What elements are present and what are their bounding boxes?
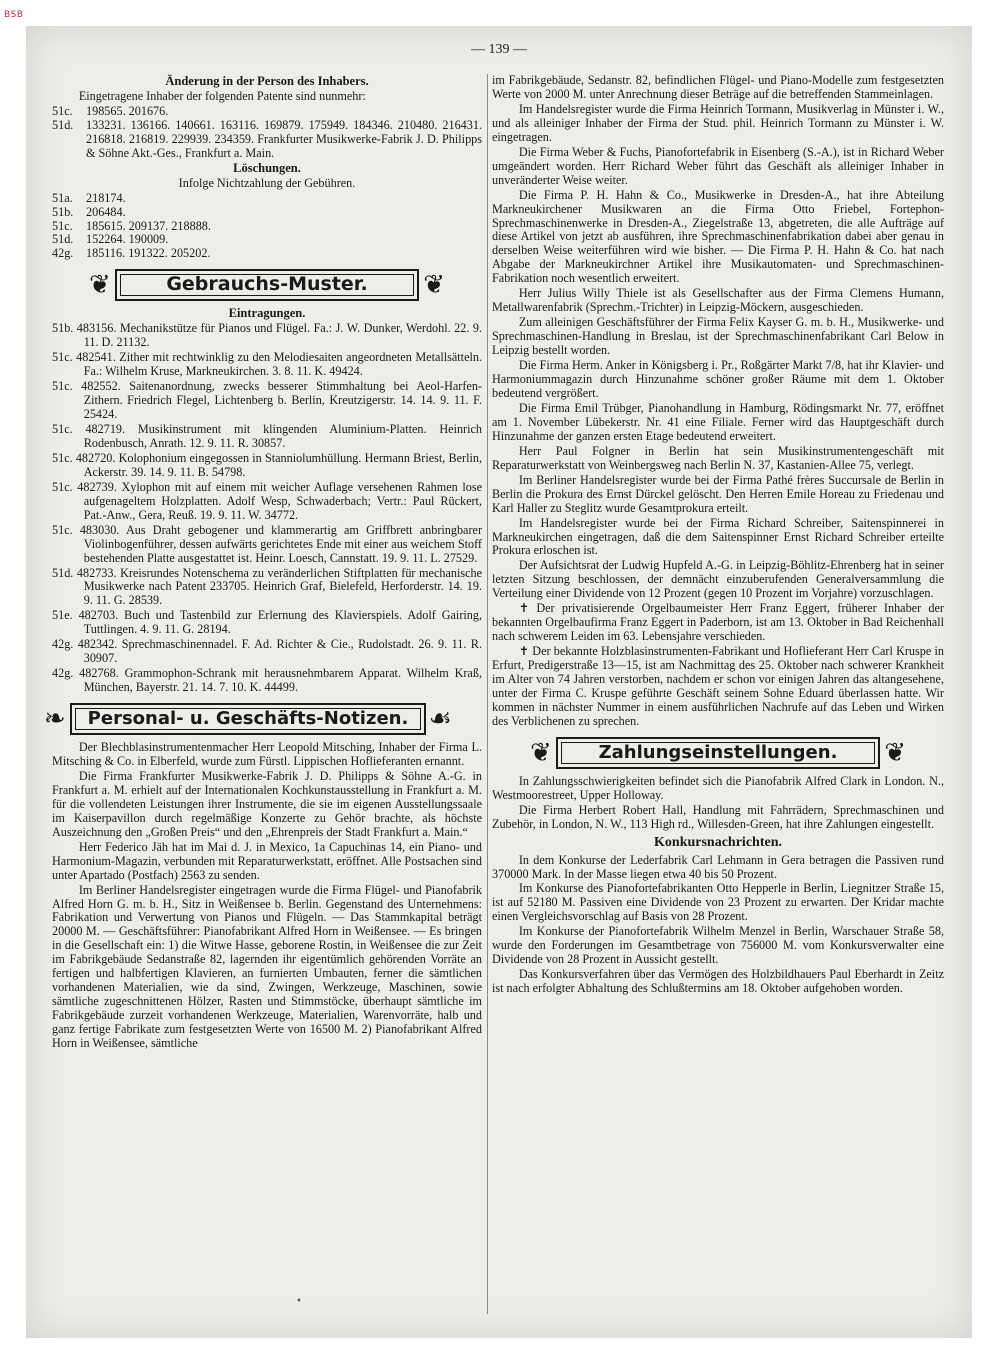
- note-paragraph: Die Firma Herm. Anker in Königsberg i. Pr., Roßgärter Markt 7/8, hat ihr Klavier- und Harmoniummagazin durch Hinzunahme schöner großer Räume mit dem 1. Oktober bedeutend vergrößert.: [492, 358, 944, 400]
- entry-item: 51b. 483156. Mechanikstütze für Pianos und Flügel. Fa.: J. W. Dunker, Werdohl. 22. 9. 11. D. 21132.: [52, 321, 482, 350]
- deletion-row: [52, 220, 482, 234]
- note-paragraph: Im Handelsregister wurde die Firma Heinrich Tormann, Musikverlag in Münster i. W., und als alleiniger Inhaber der Firma der Stud. phil. Heinrich Tormann zu Münster i. W. eingetragen.: [492, 101, 944, 144]
- payment-paragraph: Die Firma Herbert Robert Hall, Handlung mit Fahrrädern, Sprechmaschinen und Zubehör, in London, N. W., 113 High rd., Willesden-Green, hat ihre Zahlungen eingestellt.: [492, 802, 944, 831]
- banner-personal-notizen: [44, 703, 452, 735]
- deletion-numbers: 152264. 190009.: [86, 232, 169, 247]
- entry-item: 51e. 482703. Buch und Tastenbild zur Erlernung des Klavierspiels. Adolf Gairing, Tuttlingen. 4. 9. 11. G. 28194.: [52, 608, 482, 637]
- right-column: [492, 74, 944, 997]
- deletion-row: [52, 233, 482, 247]
- scroll-ornament-icon: ☙: [428, 704, 452, 735]
- obituary-paragraph: ✝ Der privatisierende Orgelbaumeister Herr Franz Eggert, früherer Inhaber der bekannten Orgelbaufirma Franz Eggert in Paderborn, ist am 13. Oktober in Bad Reichenhall nach schwerem Leiden im 63. Lebensjahre verschieden.: [492, 601, 944, 644]
- deletion-class: 51a.: [52, 190, 73, 205]
- deletion-class: 51c.: [52, 218, 73, 233]
- note-paragraph: Herr Paul Folgner in Berlin hat sein Musikinstrumentengeschäft mit Reparaturwerkstatt von Weinbergsweg nach Berlin N. 37, Kastanien-Allee 75, verlegt.: [492, 443, 944, 472]
- entry-item: 51c. 482541. Zither mit rechtwinklig zu den Melodiesaiten angeordneten Metallsätteln. Fa.: Wilhelm Kruse, Markneukirchen. 3. 8. 11. K. 49424.: [52, 350, 482, 379]
- banner-title: Zahlungseinstellungen.: [598, 741, 838, 763]
- konkurs-paragraph: Im Konkurse der Pianofortefabrik Wilhelm Menzel in Berlin, Warschauer Straße 58, wurde den Forderungen im Gesamtbetrage von 756000 M. vom Konkursverwalter eine Dividende von 28 Prozent in Aussicht gestellt.: [492, 924, 944, 967]
- banner-gebrauchsmuster: [89, 269, 445, 301]
- deletion-numbers: 206484.: [86, 204, 126, 219]
- deletion-class: 51b.: [52, 204, 74, 219]
- note-continuation: im Fabrikgebäude, Sedanstr. 82, befindlichen Flügel- und Piano-Modelle zum festgesetzten Werte von 2000 M. unter Anrechnung dieser Beträge auf die betreffenden Stammeinlagen.: [492, 73, 944, 101]
- patent-class: 51c.: [52, 103, 73, 118]
- entry-item: 51d. 482733. Kreisrundes Notenschema zu veränderlichen Stiftplatten für mechanische Musikwerke nach Patent 233705. Heinrich Graf, Bielefeld, Herforderstr. 14. 19. 9. 11. G. 28539.: [52, 565, 482, 608]
- note-paragraph: Die Firma P. H. Hahn & Co., Musikwerke in Dresden-A., hat ihre Abteilung Markneukirchener Musikwaren an die Firma Otto Friebel, Fortephon-Sprechmaschinenwerke in Dresden-A., Ziegelstraße 13, abgetreten, die alle Aufträge auf diese Artikel von jetzt ab ausführen, ihre Sprechmaschinenfabrikation dabei aber genau in derselben Weise weiterführen wird wie bisher. — Die Firma P. H. Hahn & Co. hat nach Abgabe der Markneukirchner Artikel ihre Musikautomaten- und Sprechmaschinen-Fabrikation noch wesentlich erweitert.: [492, 187, 944, 286]
- entry-item: 42g. 482342. Sprechmaschinennadel. F. Ad. Richter & Cie., Rudolstadt. 26. 9. 11. R. 30907.: [52, 637, 482, 666]
- entry-item: 51c. 482719. Musikinstrument mit klingenden Aluminium-Platten. Heinrich Rodenbusch, Anrath. 12. 9. 11. R. 30857.: [52, 421, 482, 450]
- note-paragraph: Die Firma Frankfurter Musikwerke-Fabrik J. D. Philipps & Söhne A.-G. in Frankfurt a. M. erhielt auf der Internationalen Kochkunstausstellung in Frankfurt a. M. für die vollendeten Leistungen ihrer Instrumente, die sie im eigenen Ausstellungssaale im Kaiserpavillon durch regelmäßige Konzerte zu Gehör brachte, als höchste Auszeichnung den „Großen Preis“ und den „Ehrenpreis der Stadt Frankfurt a. Main.“: [52, 768, 482, 839]
- entry-item: 51c. 482552. Saitenanordnung, zwecks besserer Stimmhaltung bei Aeol-Harfen-Zithern. Friedrich Flegel, Lichtenberg b. Berlin, Kreutzigerstr. 14. 14. 9. 11. F. 25424.: [52, 379, 482, 422]
- deletions-intro: Infolge Nichtzahlung der Gebühren.: [178, 175, 356, 190]
- note-paragraph: Herr Julius Willy Thiele ist als Gesellschafter aus der Firma Clemens Humann, Metallwarenfabrik (Sprechm.-Trichter) in Leipzig-Möckern, ausgeschieden.: [492, 286, 944, 315]
- entry-item: 51c. 482720. Kolophonium eingegossen in Stanniolumhüllung. Hermann Briest, Berlin, Ackerstr. 39. 14. 9. 11. B. 54798.: [52, 450, 482, 479]
- entry-item: 51c. 482739. Xylophon mit auf einem mit weicher Auflage versehenen Rahmen lose aufgenageltem Holzplatten. Adolf Wesp, Schwaderbach; Vertr.: Paul Rückert, Pat.-Anw., Gera, Reuß. 19. 9. 11. W. 34772.: [52, 479, 482, 522]
- column-divider: [487, 74, 488, 1314]
- deletion-class: 42g.: [52, 246, 74, 261]
- note-paragraph: Zum alleinigen Geschäftsführer der Firma Felix Kayser G. m. b. H., Musikwerke- und Sprechmaschinen-Handlung in Breslau, ist der Sprechmaschinenfabrikant Carl Below in Leipzig bestellt worden.: [492, 315, 944, 358]
- left-column: [44, 74, 482, 1052]
- entry-item: 42g. 482768. Grammophon-Schrank mit herausnehmbarem Apparat. Wilhelm Kraß, München, Bayerstr. 21. 14. 7. 10. K. 44499.: [52, 666, 482, 695]
- print-mark: •: [296, 1296, 302, 1307]
- konkurs-paragraph: Das Konkursverfahren über das Vermögen des Holzbildhauers Paul Eberhardt in Zeitz ist nach erfolgter Abhaltung des Schlußtermins am 18. Oktober aufgehoben worden.: [492, 967, 944, 996]
- patent-row: [52, 119, 482, 161]
- note-paragraph: Die Firma Weber & Fuchs, Pianofortefabrik in Eisenberg (S.-A.), ist in Richard Weber umgeändert worden. Herr Richard Weber führt das Geschäft als alleiniger Inhaber in unveränderter Weise weiter.: [492, 144, 944, 187]
- note-paragraph: Im Berliner Handelsregister eingetragen wurde die Firma Flügel- und Pianofabrik Alfred Horn G. m. b. H., Sitz in Weißensee b. Berlin. Gegenstand des Unternehmens: Fabrikation und Verwertung von Pianos und Flügeln. — Das Stammkapital beträgt 20000 M. — Geschäftsführer: Pianofabrikant Alfred Horn in Weißensee. — Es bringen in die Gesellschaft ein: 1) die Witwe Hasse, geborene Rostin, in Weißensee die zur Zeit im Fabrikgebäude Sedanstraße 82, lagernden ihr eigentümlich gehörenden Vorräte an fertigen und halbfertigen Klavieren, an furnierten Umbauten, ferner die sämtlichen vorhandenen Materialien, wie da sind, Zwingen, Werkzeuge, Maschinen, sowie sämtliche zugeschnittenen Hölzer, Rasten und Stimmstöcke, überhaupt sämtliche im Fabrikgebäude zurzeit vorhandenen Werkzeuge, Materialien, Warenvorräte, halb und ganz fertige Fabrikate zum festgesetzten Werte von 16500 M. 2) Pianofabrikant Alfred Horn in Weißensee, sämtliche: [52, 882, 482, 1051]
- patent-row: [52, 105, 482, 119]
- payment-paragraph: In Zahlungsschwierigkeiten befindet sich die Pianofabrik Alfred Clark in London. N., Westmoorestreet, Upper Holloway.: [492, 773, 944, 802]
- deletion-row: [52, 247, 482, 261]
- patent-numbers: 198565. 201676.: [86, 103, 169, 118]
- konkurs-paragraph: Im Konkurse des Pianofortefabrikanten Otto Hepperle in Berlin, Liegnitzer Straße 15, ist auf 52180 M. Passiven eine Dividende von 23 Prozent zu erwarten. Der Kridar machte einen Vergleichsvorschlag auf Basis von 28 Prozent.: [492, 881, 944, 924]
- banner-title: Gebrauchs-Muster.: [166, 273, 368, 296]
- library-stamp: BSB: [4, 10, 24, 20]
- heading-konkurs: Konkursnachrichten.: [654, 834, 782, 850]
- banner-zahlungseinstellungen: [530, 737, 906, 769]
- note-paragraph: Herr Federico Jäh hat im Mai d. J. in Mexico, 1a Capuchinas 14, ein Piano- und Harmonium-Magazin, verbunden mit Reparaturwerkstatt, eröffnet. Alle Postsachen sind unter Apartado (Postfach) 2563 zu senden.: [52, 839, 482, 882]
- page: [26, 26, 972, 1338]
- deletion-numbers: 185615. 209137. 218888.: [86, 218, 211, 233]
- banner-title: Personal- u. Geschäfts-Notizen.: [87, 708, 409, 730]
- konkurs-paragraph: In dem Konkurse der Lederfabrik Carl Lehmann in Gera betragen die Passiven rund 370000 Mark. In der Masse liegen etwa 40 bis 50 Prozent.: [492, 852, 944, 881]
- fleuron-ornament-icon: ❦: [89, 270, 111, 301]
- note-paragraph: Der Blechblasinstrumentenmacher Herr Leopold Mitsching, Inhaber der Firma L. Mitsching & Co. in Elberfeld, wurde zum Fürstl. Lippischen Hoflieferanten ernannt.: [52, 740, 482, 768]
- patent-numbers: 133231. 136166. 140661. 163116. 169879. 175949. 184346. 210480. 216431. 216818. 216819. 229939. 234359. Frankfurter Musikwerke-Fabrik J. D. Philipps & Söhne Akt.-Ges., Frankfurt a. Main.: [86, 117, 482, 160]
- owner-intro: Eingetragene Inhaber der folgenden Patente sind nunmehr:: [78, 88, 366, 103]
- heading-deletions: Löschungen.: [233, 160, 301, 175]
- note-paragraph: Die Firma Emil Trübger, Pianohandlung in Hamburg, Rödingsmarkt Nr. 77, eröffnet am 1. November Lübekerstr. Nr. 41 eine Filiale. Ferner wird das Hauptgeschäft durch Hinzunahme der ganzen ersten Etage bedeutend erweitert.: [492, 400, 944, 443]
- deletion-numbers: 218174.: [86, 190, 126, 205]
- entry-item: 51c. 483030. Aus Draht gebogener und klammerartig am Griffbrett anbringbarer Violinbogenführer, dessen aufwärts gerichtetes Ende mit einer aus weichem Stoff bestehenden Platte ausgestattet ist. Heinr. Loesch, Cannstatt. 19. 9. 11. L. 27529.: [52, 522, 482, 565]
- deletion-class: 51d.: [52, 232, 74, 247]
- fleuron-ornament-icon: ❦: [884, 737, 906, 768]
- deletion-row: [52, 192, 482, 206]
- note-paragraph: Im Handelsregister wurde bei der Firma Richard Schreiber, Saitenspinnerei in Markneukirchen eingetragen, daß die dem Saitenspinner Ernst Richard Schreiber erteilte Prokura erloschen ist.: [492, 515, 944, 558]
- heading-entries: Eintragungen.: [228, 306, 306, 321]
- page-number: — 139 —: [471, 42, 527, 57]
- scroll-ornament-icon: ❧: [44, 704, 66, 735]
- note-paragraph: Im Berliner Handelsregister wurde bei der Firma Pathé frères Succursale de Berlin in Berlin die Prokura des Ernst Dürckel gelöscht. Den Herren Emile Horeau zu Friedenau und Karl Haller zu Steglitz wurde Gesamtprokura erteilt.: [492, 472, 944, 515]
- note-paragraph: Der Aufsichtsrat der Ludwig Hupfeld A.-G. in Leipzig-Böhlitz-Ehrenberg hat in seiner letzten Sitzung beschlossen, der demnächt einzuberufenden Generalversammlung die Verteilung einer Dividende von 12 Prozent (gegen 10 Prozent im Vorjahre) vorzuschlagen.: [492, 558, 944, 601]
- fleuron-ornament-icon: ❦: [530, 737, 552, 768]
- heading-owner-change: Änderung in der Person des Inhabers.: [165, 74, 369, 88]
- deletion-numbers: 185116. 191322. 205202.: [86, 246, 211, 261]
- fleuron-ornament-icon: ❦: [423, 270, 445, 301]
- patent-class: 51d.: [52, 117, 74, 132]
- obituary-paragraph: ✝ Der bekannte Holzblasinstrumenten-Fabrikant und Hoflieferant Herr Carl Kruspe in Erfurt, Predigerstraße 13—15, ist am Nachmittag des 25. Oktober nach schwerer Krankheit im Alter von 74 Jahren verstorben, nachdem er schon vor einigen Jahren das altangesehene, unter der Firma C. Kruspe geführte Geschäft seinem Sohne Eduard überlassen hatte. Wir kommen in nächster Nummer in einem ausführlichen Nachrufe auf das Leben und Wirken des Verblichenen zu sprechen.: [492, 644, 944, 728]
- deletion-row: [52, 206, 482, 220]
